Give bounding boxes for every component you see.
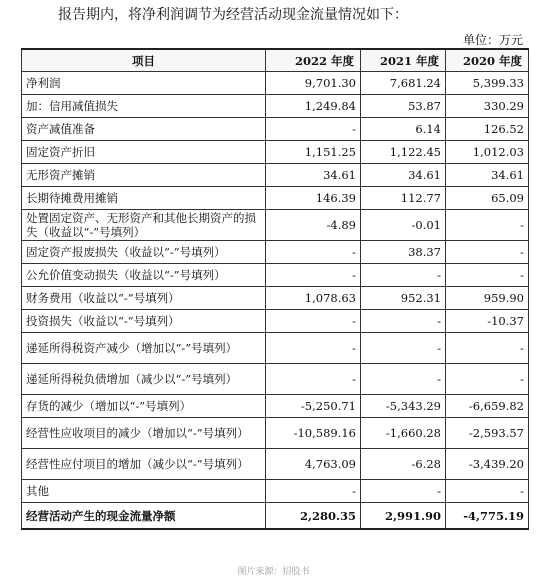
table-row — [22, 418, 529, 449]
row-value: 126.52 — [446, 118, 529, 141]
row-value: 4,763.09 — [266, 449, 361, 480]
row-label: 无形资产摊销 — [22, 164, 266, 187]
row-value: -10.37 — [446, 310, 529, 333]
unit-label: 单位：万元 — [462, 33, 523, 47]
row-value: - — [266, 364, 361, 395]
row-value: 5,399.33 — [446, 72, 529, 95]
table-row — [22, 395, 529, 418]
header-2020: 2020 年度 — [446, 49, 529, 72]
row-value: - — [361, 364, 446, 395]
row-value: - — [361, 264, 446, 287]
row-value: -6.28 — [361, 449, 446, 480]
row-value: -6,659.82 — [446, 395, 529, 418]
row-value: 1,012.03 — [446, 141, 529, 164]
row-value: - — [266, 264, 361, 287]
table-row — [22, 264, 529, 287]
row-value: - — [266, 118, 361, 141]
table-row — [22, 310, 529, 333]
table-header-row — [22, 49, 529, 72]
header-2021: 2021 年度 — [361, 49, 446, 72]
row-value: 6.14 — [361, 118, 446, 141]
total-value: 2,280.35 — [266, 503, 361, 530]
total-value: -4,775.19 — [446, 503, 529, 530]
row-value: 34.61 — [446, 164, 529, 187]
row-label: 加：信用减值损失 — [22, 95, 266, 118]
table-row — [22, 164, 529, 187]
cash-flow-reconciliation-table — [21, 48, 529, 530]
table-row — [22, 364, 529, 395]
table-row — [22, 241, 529, 264]
row-value: 53.87 — [361, 95, 446, 118]
image-source-caption: 图片来源：招股书 — [237, 567, 310, 577]
row-value: 952.31 — [361, 287, 446, 310]
row-value: 1,151.25 — [266, 141, 361, 164]
row-value: 1,078.63 — [266, 287, 361, 310]
row-value: 7,681.24 — [361, 72, 446, 95]
row-value: -3,439.20 — [446, 449, 529, 480]
table-row — [22, 333, 529, 364]
row-label: 净利润 — [22, 72, 266, 95]
row-value: 65.09 — [446, 187, 529, 210]
row-label: 递延所得税资产减少（增加以“-”号填列） — [22, 333, 266, 364]
row-label: 经营性应收项目的减少（增加以“-”号填列） — [22, 418, 266, 449]
row-value: -4.89 — [266, 210, 361, 241]
row-value: -5,343.29 — [361, 395, 446, 418]
header-2022: 2022 年度 — [266, 49, 361, 72]
table-row — [22, 480, 529, 503]
row-value: - — [361, 310, 446, 333]
row-value: - — [361, 333, 446, 364]
row-value: 9,701.30 — [266, 72, 361, 95]
row-label: 资产减值准备 — [22, 118, 266, 141]
row-value: 34.61 — [361, 164, 446, 187]
row-value: -0.01 — [361, 210, 446, 241]
row-label: 财务费用（收益以“-”号填列） — [22, 287, 266, 310]
row-label: 存货的减少（增加以“-”号填列） — [22, 395, 266, 418]
row-value: - — [266, 310, 361, 333]
intro-text: 报告期内，将净利润调节为经营活动现金流量情况如下： — [58, 7, 408, 23]
table-row — [22, 187, 529, 210]
row-value: - — [266, 480, 361, 503]
row-value: - — [266, 333, 361, 364]
row-value: - — [446, 333, 529, 364]
row-value: - — [446, 364, 529, 395]
table-row — [22, 141, 529, 164]
row-value: -2,593.57 — [446, 418, 529, 449]
row-value: - — [446, 241, 529, 264]
total-label: 经营活动产生的现金流量净额 — [22, 503, 266, 530]
row-value: 959.90 — [446, 287, 529, 310]
row-label: 公允价值变动损失（收益以“-”号填列） — [22, 264, 266, 287]
row-label: 投资损失（收益以“-”号填列） — [22, 310, 266, 333]
total-row — [22, 503, 529, 530]
row-value: 146.39 — [266, 187, 361, 210]
table-row — [22, 72, 529, 95]
row-value: 112.77 — [361, 187, 446, 210]
row-value: -10,589.16 — [266, 418, 361, 449]
row-label: 递延所得税负债增加（减少以“-”号填列） — [22, 364, 266, 395]
row-value: -1,660.28 — [361, 418, 446, 449]
row-value: 38.37 — [361, 241, 446, 264]
row-value: 34.61 — [266, 164, 361, 187]
row-value: 330.29 — [446, 95, 529, 118]
row-label: 固定资产报废损失（收益以“-”号填列） — [22, 241, 266, 264]
header-item: 项目 — [22, 49, 266, 72]
row-value: - — [446, 210, 529, 241]
table-row — [22, 95, 529, 118]
row-value: 1,249.84 — [266, 95, 361, 118]
total-value: 2,991.90 — [361, 503, 446, 530]
row-label: 固定资产折旧 — [22, 141, 266, 164]
row-label: 长期待摊费用摊销 — [22, 187, 266, 210]
row-label: 经营性应付项目的增加（减少以“-”号填列） — [22, 449, 266, 480]
row-value: - — [361, 480, 446, 503]
row-value: - — [266, 241, 361, 264]
row-value: -5,250.71 — [266, 395, 361, 418]
table-row — [22, 118, 529, 141]
table-row — [22, 210, 529, 241]
row-label: 其他 — [22, 480, 266, 503]
table-row — [22, 287, 529, 310]
table-row — [22, 449, 529, 480]
row-value: - — [446, 264, 529, 287]
row-value: 1,122.45 — [361, 141, 446, 164]
row-label: 处置固定资产、无形资产和其他长期资产的损失（收益以“-”号填列） — [22, 210, 266, 241]
row-value: - — [446, 480, 529, 503]
